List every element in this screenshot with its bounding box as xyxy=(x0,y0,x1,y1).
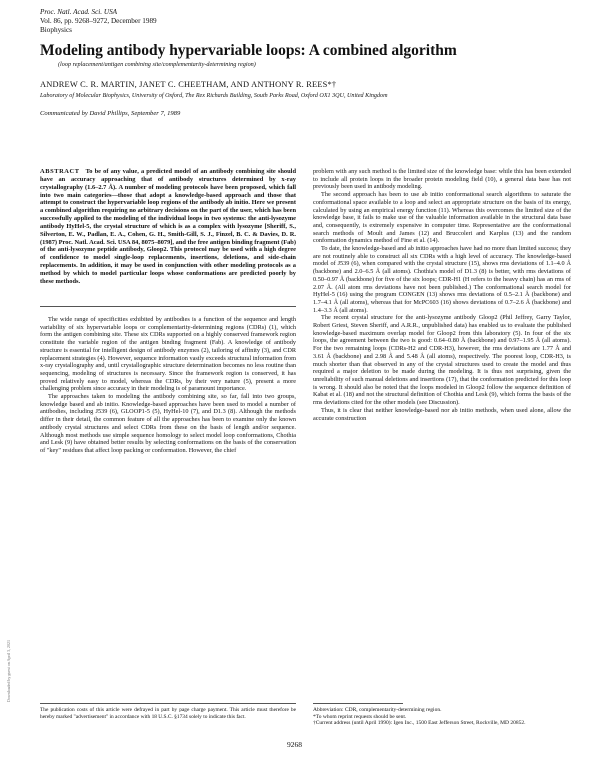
body-paragraph: The recent crystal structure for the anti-lysozyme antibody Gloop2 (Phil Jeffrey, Garry Taylor, Robert Griest, Steven Sheriff, and A.R.R., unpublished data) has enabled us to evaluate the published knowledge-based maximum overlap model for Gloop2 from this laboratory (5). In four of the six loops, the agreement between the two is good: 0.64–0.80 Å (backbone) and 0.97–1.95 Å (all atoms). For the two remaining loops (CDRs-H2 and CDR-H3), however, the rms deviations are 1.77 Å and 3.61 Å (backbone) and 2.98 Å and 5.48 Å (all atoms), respectively. The poorest loop, CDR-H3, is much shorter than that observed in any of the crystal structures used to create the model and thus required a major deletion to be made during the modeling. It is thus not surprising, given the unreliability of such manual deletions and insertions (17), that the conformation predicted for this loop is wrong. It should also be noted that the loops modeled in Gloop2 follow the sequence definition of Kabat et al. (18) and not the structural definition of Chothia and Lesk (9), which forms the basis of the rms deviations cited for the other models (see Discussion). xyxy=(313,314,571,407)
author-footnotes xyxy=(313,703,571,727)
page-number: 9268 xyxy=(287,740,302,749)
author-list: ANDREW C. R. MARTIN, JANET C. CHEETHAM, AND ANTHONY R. REES*† xyxy=(40,80,337,89)
journal-name: Proc. Natl. Acad. Sci. USA xyxy=(40,8,118,16)
publication-cost-footnote xyxy=(40,703,296,720)
left-column-body xyxy=(40,316,296,455)
journal-header xyxy=(40,8,157,35)
abstract-divider xyxy=(40,306,296,307)
body-paragraph: The second approach has been to use ab initio conformational search algorithms to saturate the conformational space available to a loop and select an appropriate structure on the basis of its energy, calculated by using an empirical energy function (11). Whereas this overcomes the limited size of the knowledge base, it fails to make use of the valuable information available in the structural data base and, consequently, is extremely expensive in computer time. Representative are the conformational search methods of Moult and James (12) and Bruccoleri and Karplus (13) and the random conformation dynamics method of Fine et al. (14). xyxy=(313,191,571,245)
footnote-abbreviation: Abbreviation: CDR, complementarity-determining region. xyxy=(313,707,442,713)
footnote-divider xyxy=(40,703,296,704)
abstract-label: ABSTRACT xyxy=(40,168,80,175)
footnote-text: The publication costs of this article were defrayed in part by page charge payment. This article must therefore be hereby marked "advertisement" in accordance with 18 U.S.C. §1734 solely to indicate this fact. xyxy=(40,707,296,720)
journal-section: Biophysics xyxy=(40,26,72,34)
right-column-body xyxy=(313,168,571,422)
body-paragraph: Thus, it is clear that neither knowledge-based nor ab initio methods, when used alone, allow the accurate construction xyxy=(313,406,571,422)
body-paragraph: The approaches taken to modeling the antibody combining site, so far, fall into two groups, knowledge based and ab initio. Knowledge-based approaches have been used to model a number of antibodies, including J539 (6), GLOOP1-5 (5), HyHel-10 (7), and D1.3 (8). Although the methods differ in their detail, the common feature of all the approaches has been to examine only the known antibody crystal structures and select CDRs from these on the basis of length and/or sequence. Although most methods use simple sequence homology to select model loop conformations, Chothia and Lesk (9) have obtained better results by selecting conformations on the basis of the conservation of "key" residues that affect loop packing or conformation. However, the chief xyxy=(40,393,296,454)
article-title: Modeling antibody hypervariable loops: A combined algorithm xyxy=(40,42,457,59)
journal-volume: Vol. 86, pp. 9268–9272, December 1989 xyxy=(40,17,157,25)
affiliation: Laboratory of Molecular Biophysics, University of Oxford, The Rex Richards Building, South Parks Road, Oxford OX1 3QU, United Kingdom xyxy=(40,93,388,99)
communicated-by: Communicated by David Phillips, September 7, 1989 xyxy=(40,110,181,117)
footnote-divider xyxy=(313,703,403,704)
download-stamp: Downloaded by guest on April 3, 2021 xyxy=(6,640,11,703)
footnote-address: †Current address (until April 1990): Igen Inc., 1500 East Jefferson Street, Rockville, MD 20852. xyxy=(313,720,526,727)
abstract xyxy=(40,168,296,286)
abstract-text: To be of any value, a predicted model of an antibody combining site should have an accuracy approaching that of antibody structures determined by x-ray crystallography (1.6–2.7 Å). A number of modeling protocols have been proposed, which fall into two main categories—those that adopt a knowledge-based approach and those that attempt to construct the hypervariable loop regions of the antibody ab initio. Here we present a combined algorithm requiring no arbitrary decisions on the part of the user, which has been successfully applied to the modeling of the individual loops in two systems: the anti-lysozyme antibody HyHel-5, the crystal structure of which is as a complex with lysozyme [Sheriff, S., Silverton, E. W., Padlan, E. A., Cohen, G. H., Smith-Gill, S. J., Finzel, B. C. & Davies, D. R. (1987) Proc. Natl. Acad. Sci. USA 84, 8075–8079], and the free antigen binding fragment (Fab) of the anti-lysozyme peptide antibody, Gloop2. This protocol may be used with a high degree of confidence to model single-loop replacements, insertions, deletions, and side-chain replacements. In addition, it may be used in conjunction with other modeling protocols as a method by which to model particular loops whose conformations are predicted poorly by these methods. xyxy=(40,168,296,285)
keywords: (loop replacement/antigen combining site/complementarity-determining region) xyxy=(58,61,256,68)
body-paragraph: The wide range of specificities exhibited by antibodies is a function of the sequence and length variability of six hypervariable loops or complementarity-determining regions (CDRs) (1), which form the antigen combining site. These six CDRs supported on a highly conserved framework region constitute the variable region of the antigen binding fragment (Fab). A knowledge of antibody structure is essential for intelligent design of antibody enzymes (2), tailoring of affinity (3), and CDR replacement strategies (4). However, sequence information vastly exceeds structural information from x-ray crystallography and, until crystallographic structure determination becomes no less routine than sequencing, modeling of structures is necessary. Since the framework region is conserved, it has proved relatively easy to model, whereas the CDRs, by their very nature (5), present a more challenging problem since accuracy in their modeling is of paramount importance. xyxy=(40,316,296,393)
body-paragraph: problem with any such method is the limited size of the knowledge base: while this has been extended to include all protein loops in the broader protein modeling field (10), a general data base has not previously been used in antibody modeling. xyxy=(313,168,571,191)
body-paragraph: To date, the knowledge-based and ab initio approaches have had no more than limited success; they are not routinely able to construct all six CDRs with a high level of accuracy. The knowledge-based model of J539 (6), when compared with the crystal structure (15), shows rms deviations of 1.1–4.0 Å (backbone) and 2.0–6.5 Å (all atoms). Chothia's model of D1.3 (8) is better, with rms deviations of 0.50–0.97 Å (backbone) for five of the six loops; CDR-H1 (H refers to the heavy chain) has an rms of 2.07 Å. (All atom rms deviations have not been published.) The conformational search model for HyHel-5 (16) using the program CONGEN (13) shows rms deviations of 0.5–2.1 Å (backbone) and 1.7–4.1 Å (all atoms), whereas that for McPC603 (16) shows deviations of 0.7–2.6 Å (backbone) and 1.4–3.3 Å (all atoms). xyxy=(313,245,571,314)
abstract-paragraph xyxy=(40,168,296,286)
footnote-reprint: *To whom reprint requests should be sent. xyxy=(313,713,407,720)
